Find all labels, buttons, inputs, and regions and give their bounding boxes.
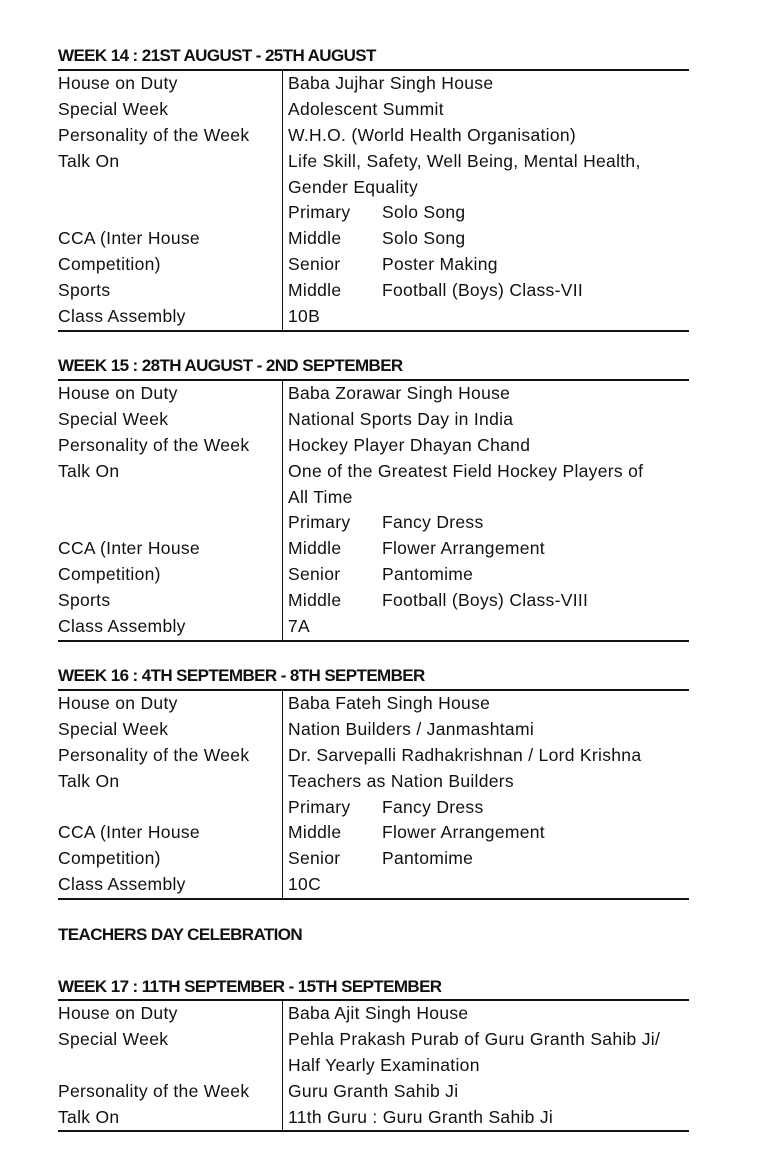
table-row <box>58 252 689 278</box>
row-label: Class Assembly <box>58 874 186 895</box>
row-value: National Sports Day in India <box>288 408 514 429</box>
teachers-day-heading: TEACHERS DAY CELEBRATION <box>58 925 303 944</box>
row-label: Competition) <box>58 254 161 275</box>
row-event: Flower Arrangement <box>382 822 545 843</box>
table-row <box>58 872 689 898</box>
row-level: Primary <box>288 796 351 817</box>
row-value: Half Yearly Examination <box>288 1054 480 1075</box>
table-row <box>58 510 689 536</box>
row-event: Fancy Dress <box>382 512 484 533</box>
row-event: Solo Song <box>382 202 466 223</box>
row-level: Middle <box>288 280 342 301</box>
table-row <box>58 149 689 175</box>
row-level: Senior <box>288 848 341 869</box>
row-value: W.H.O. (World Health Organisation) <box>288 124 577 145</box>
table-row <box>58 407 689 433</box>
table-row <box>58 1053 689 1079</box>
row-label: Personality of the Week <box>58 124 250 145</box>
row-event: Poster Making <box>382 254 498 275</box>
table-row <box>58 123 689 149</box>
row-value: 11th Guru : Guru Granth Sahib Ji <box>288 1106 554 1127</box>
row-value: Pehla Prakash Purab of Guru Granth Sahib Ji/ <box>288 1028 661 1049</box>
row-label: Talk On <box>58 460 120 481</box>
row-event: Pantomime <box>382 848 474 869</box>
table-row <box>58 304 689 330</box>
row-level: Senior <box>288 564 341 585</box>
row-label: CCA (Inter House <box>58 538 200 559</box>
row-value: Baba Ajit Singh House <box>288 1003 469 1023</box>
row-level: Primary <box>288 202 351 223</box>
row-event: Football (Boys) Class-VII <box>382 280 584 301</box>
row-value: 10B <box>288 306 321 327</box>
table-row <box>58 536 689 562</box>
row-label: Sports <box>58 280 111 301</box>
table-row <box>58 278 689 304</box>
table-row <box>58 1079 689 1105</box>
row-label: Personality of the Week <box>58 744 250 765</box>
week-title: WEEK 15 : 28TH AUGUST - 2ND SEPTEMBER <box>58 356 403 375</box>
row-level: Primary <box>288 512 351 533</box>
row-label: Sports <box>58 590 111 611</box>
row-label: Class Assembly <box>58 616 186 637</box>
row-label: House on Duty <box>58 1003 178 1023</box>
table-row <box>58 1105 689 1131</box>
row-label: House on Duty <box>58 383 178 403</box>
table-row <box>58 71 689 97</box>
week-table <box>58 999 689 1132</box>
table-row <box>58 381 689 407</box>
row-value: Life Skill, Safety, Well Being, Mental Health, <box>288 150 641 171</box>
week-table <box>58 689 689 900</box>
row-label: CCA (Inter House <box>58 822 200 843</box>
table-row <box>58 769 689 795</box>
row-level: Middle <box>288 590 342 611</box>
row-level: Middle <box>288 538 342 559</box>
row-value: Dr. Sarvepalli Radhakrishnan / Lord Krishna <box>288 744 642 765</box>
table-row <box>58 97 689 123</box>
row-label: Personality of the Week <box>58 434 250 455</box>
row-label: Special Week <box>58 718 169 739</box>
row-level: Senior <box>288 254 341 275</box>
row-label: Special Week <box>58 408 169 429</box>
row-label: Class Assembly <box>58 306 186 327</box>
row-value: 10C <box>288 874 322 895</box>
row-value: Teachers as Nation Builders <box>288 770 514 791</box>
table-row <box>58 562 689 588</box>
row-label: CCA (Inter House <box>58 228 200 249</box>
week-title: WEEK 17 : 11TH SEPTEMBER - 15TH SEPTEMBER <box>58 977 442 996</box>
row-value: Adolescent Summit <box>288 98 444 119</box>
row-event: Flower Arrangement <box>382 538 545 559</box>
row-label: Competition) <box>58 848 161 869</box>
table-row <box>58 433 689 459</box>
row-value: One of the Greatest Field Hockey Players of <box>288 460 644 481</box>
week-table <box>58 379 689 642</box>
row-value: 7A <box>288 616 311 637</box>
week-table <box>58 69 689 332</box>
table-row <box>58 588 689 614</box>
table-row <box>58 846 689 872</box>
row-value: Gender Equality <box>288 176 418 197</box>
row-event: Solo Song <box>382 228 466 249</box>
row-value: Hockey Player Dhayan Chand <box>288 434 531 455</box>
row-label: Talk On <box>58 1106 120 1127</box>
table-row <box>58 743 689 769</box>
table-row <box>58 1001 689 1027</box>
table-row <box>58 459 689 485</box>
table-row <box>58 614 689 640</box>
row-label: Special Week <box>58 98 169 119</box>
row-value: Guru Granth Sahib Ji <box>288 1080 459 1101</box>
row-value: Nation Builders / Janmashtami <box>288 718 535 739</box>
table-row <box>58 795 689 821</box>
table-row <box>58 717 689 743</box>
row-level: Middle <box>288 228 342 249</box>
row-level: Middle <box>288 822 342 843</box>
table-row <box>58 226 689 252</box>
table-row <box>58 691 689 717</box>
row-label: Personality of the Week <box>58 1080 250 1101</box>
row-value: All Time <box>288 486 353 507</box>
row-label: House on Duty <box>58 693 178 713</box>
row-value: Baba Zorawar Singh House <box>288 383 511 403</box>
week-title: WEEK 14 : 21ST AUGUST - 25TH AUGUST <box>58 46 376 65</box>
row-label: Talk On <box>58 150 120 171</box>
row-label: Special Week <box>58 1028 169 1049</box>
row-label: House on Duty <box>58 73 178 93</box>
row-event: Football (Boys) Class-VIII <box>382 590 589 611</box>
table-row <box>58 175 689 201</box>
week-title: WEEK 16 : 4TH SEPTEMBER - 8TH SEPTEMBER <box>58 666 425 685</box>
row-event: Pantomime <box>382 564 474 585</box>
table-row <box>58 485 689 511</box>
row-label: Talk On <box>58 770 120 791</box>
table-row <box>58 1027 689 1053</box>
row-event: Fancy Dress <box>382 796 484 817</box>
row-value: Baba Jujhar Singh House <box>288 73 494 93</box>
table-row <box>58 820 689 846</box>
row-value: Baba Fateh Singh House <box>288 693 491 713</box>
row-label: Competition) <box>58 564 161 585</box>
table-row <box>58 200 689 226</box>
